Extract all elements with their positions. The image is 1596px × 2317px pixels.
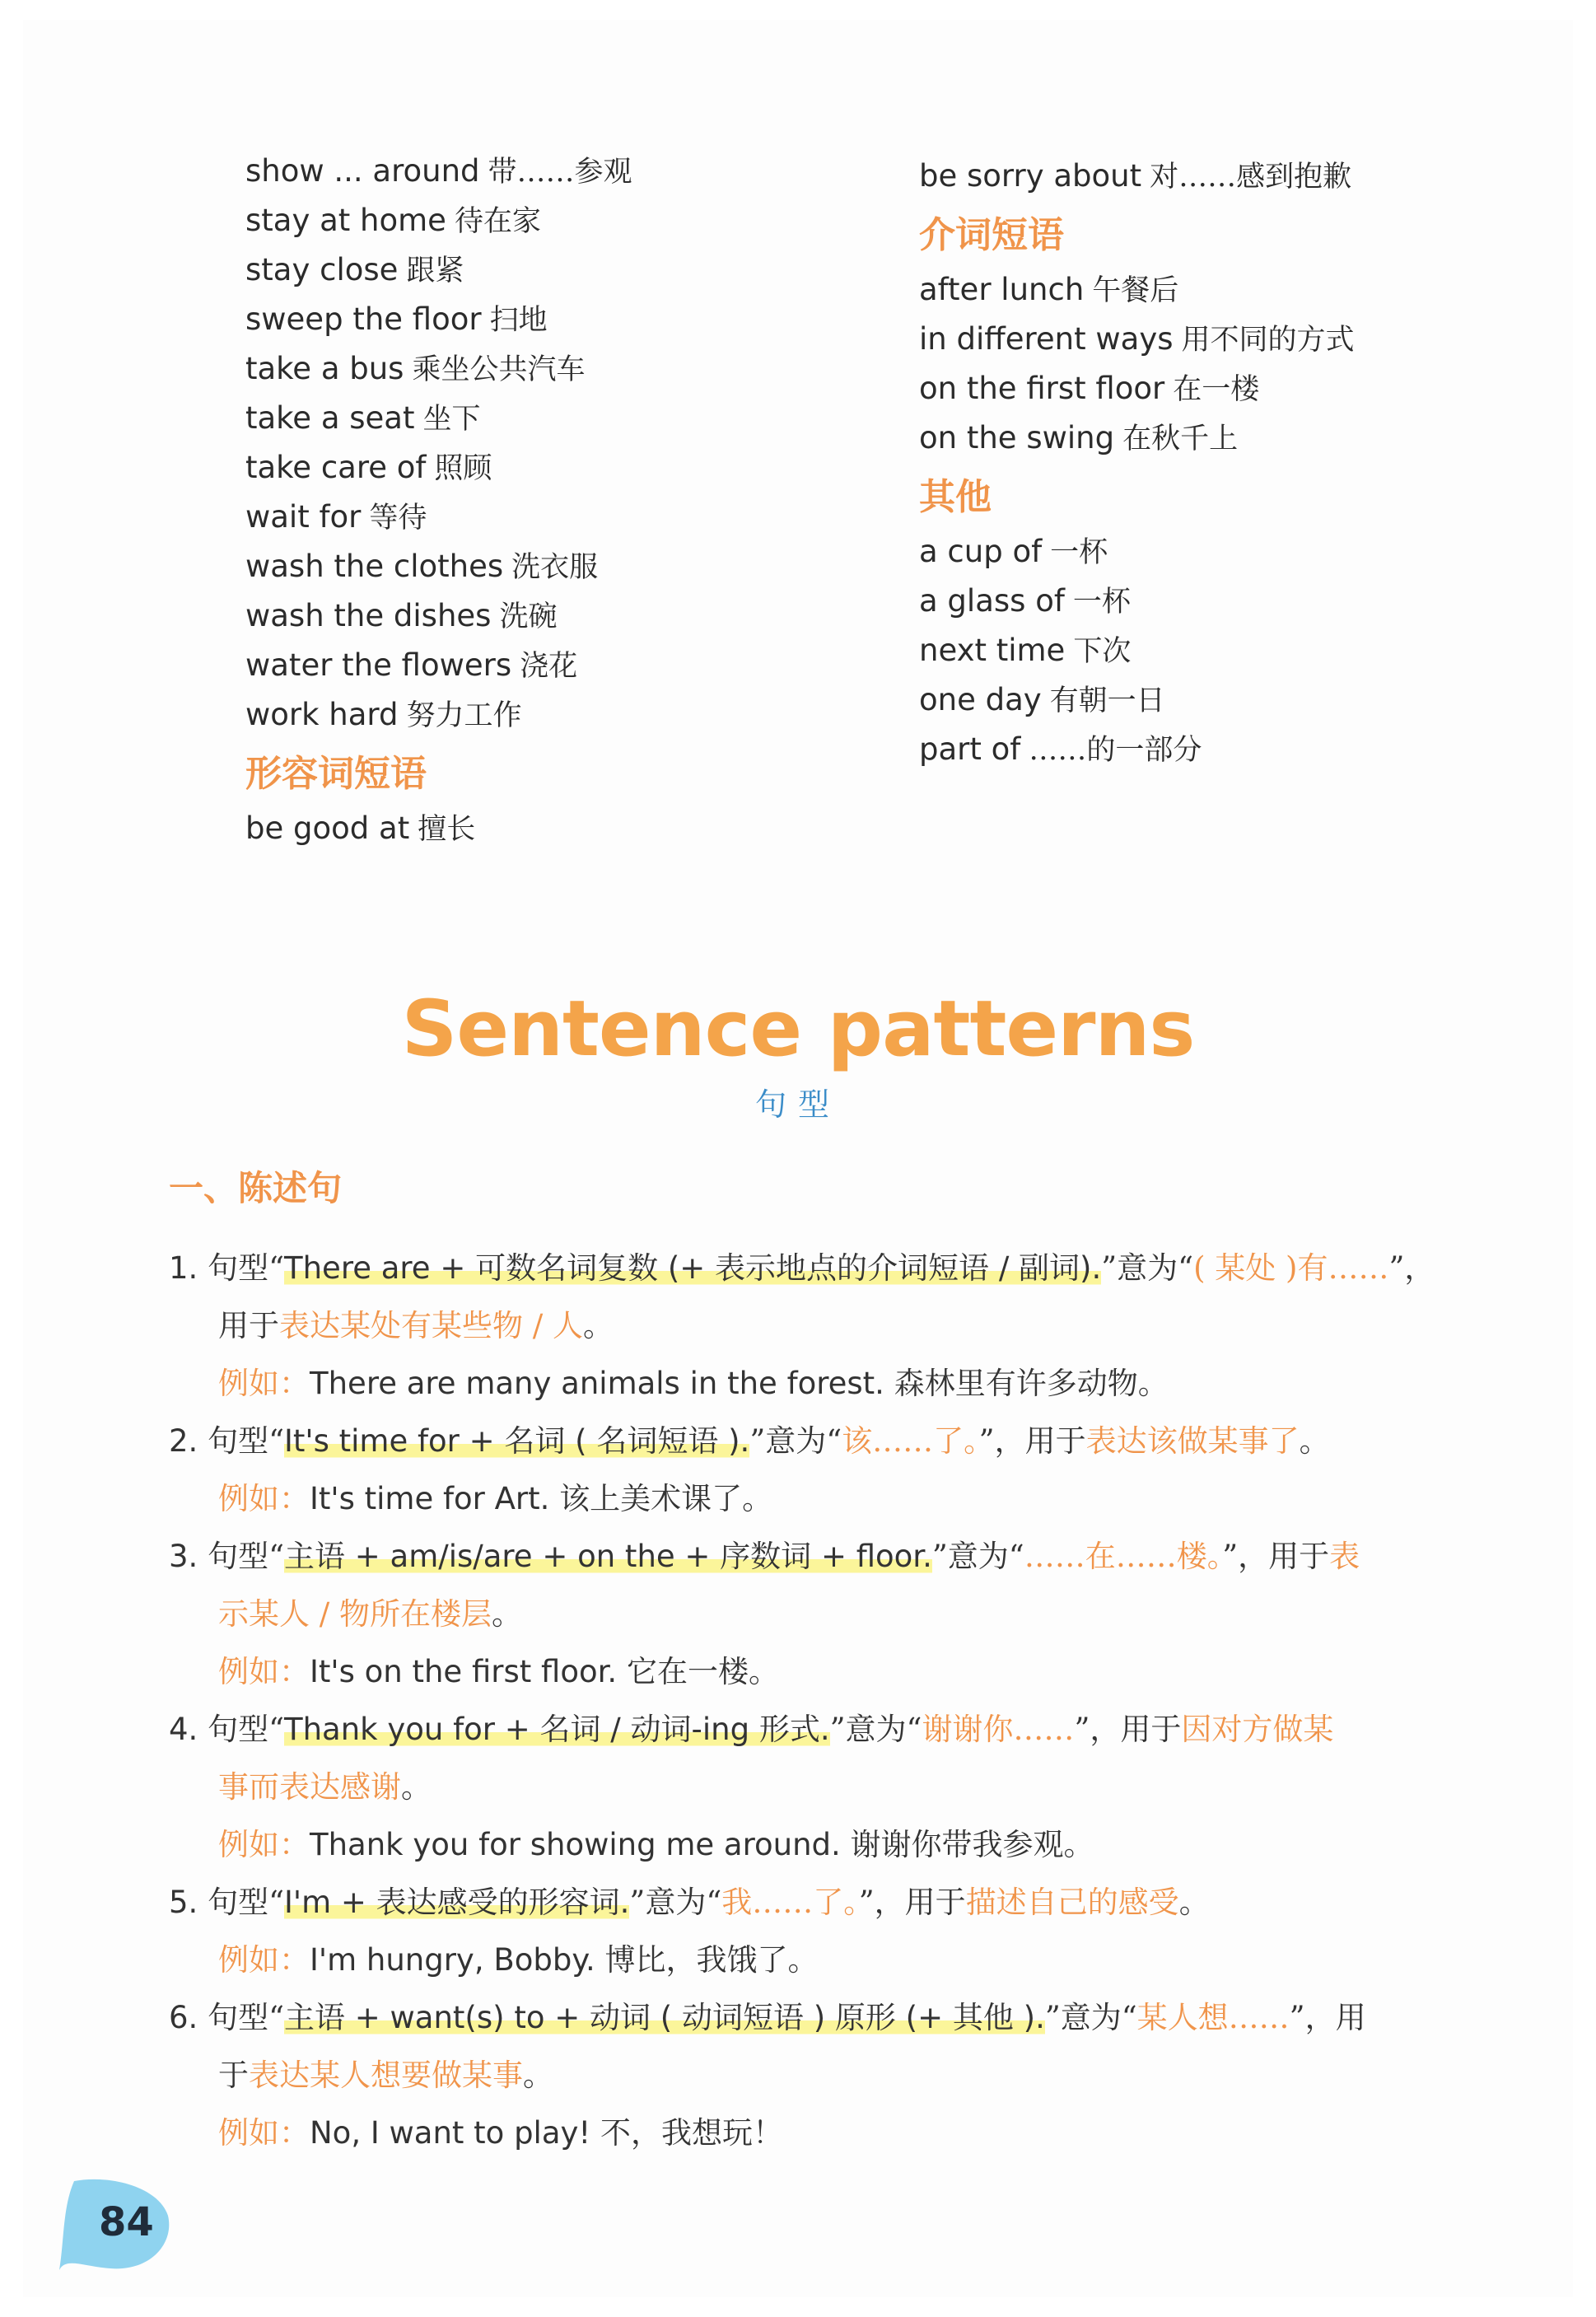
example-label: 例如： xyxy=(218,1827,310,1862)
phrase-item: take care of 照顾 xyxy=(245,450,492,485)
pattern-usage: 描述自己的感受 xyxy=(965,1885,1179,1920)
example-sentence: No, I want to play! 不，我想玩！ xyxy=(310,2115,783,2151)
pattern-line: 3. 句型“主语 + am/is/are + on the + 序数词 + floor.”意为“……在……楼。”，用于表 xyxy=(169,1539,1360,1574)
pattern-usage: 表达某处有某些物 / 人 xyxy=(279,1308,583,1343)
page-number-badge xyxy=(59,2175,175,2275)
example-line xyxy=(169,1932,1495,1989)
example-sentence: Thank you for showing me around. 谢谢你带我参观。 xyxy=(310,1827,1094,1862)
phrase-item: after lunch 午餐后 xyxy=(919,272,1179,307)
pattern-meaning: ( 某处 )有…… xyxy=(1193,1250,1389,1286)
example-line xyxy=(169,1816,1495,1874)
phrase-item: stay close 跟紧 xyxy=(245,252,464,287)
example-line xyxy=(169,1470,1495,1528)
phrase-item: take a bus 乘坐公共汽车 xyxy=(245,351,586,386)
pattern-usage: 示某人 / 物所在楼层 xyxy=(218,1596,492,1632)
pattern-formula: I'm + 表达感受的形容词. xyxy=(284,1885,630,1920)
phrase-item: part of ……的一部分 xyxy=(919,731,1202,767)
preposition-phrases-heading: 介词短语 xyxy=(919,214,1064,256)
phrase-item: a glass of 一杯 xyxy=(919,583,1131,619)
pattern-meaning: 我……了。 xyxy=(721,1885,859,1920)
phrase-item: wash the clothes 洗衣服 xyxy=(245,549,599,584)
pattern-usage: 表达某人想要做某事 xyxy=(249,2058,523,2093)
example-sentence: It's time for Art. 该上美术课了。 xyxy=(310,1481,773,1516)
left-phrase-column xyxy=(245,147,772,853)
pattern-line: 用于表达某处有某些物 / 人。 xyxy=(218,1308,614,1343)
example-label: 例如： xyxy=(218,1654,310,1689)
right-phrase-column xyxy=(919,152,1545,774)
pattern-line: 5. 句型“I'm + 表达感受的形容词.”意为“我……了。”，用于描述自己的感受。 xyxy=(169,1885,1210,1920)
pattern-formula: It's time for + 名词 ( 名词短语 ). xyxy=(284,1423,750,1459)
example-sentence: It's on the first floor. 它在一楼。 xyxy=(310,1654,779,1689)
pattern-line: 1. 句型“There are + 可数名词复数 (+ 表示地点的介词短语 / 副词).”意为“( 某处 )有……”， xyxy=(169,1250,1435,1286)
phrase-item: wash the dishes 洗碗 xyxy=(245,598,558,633)
phrase-item: wait for 等待 xyxy=(245,499,427,535)
page-number: 84 xyxy=(99,2199,154,2245)
phrase-item: be sorry about 对……感到抱歉 xyxy=(919,158,1352,194)
pattern-usage: 表 xyxy=(1329,1539,1360,1574)
phrase-item: water the flowers 浇花 xyxy=(245,647,578,683)
example-sentence: I'm hungry, Bobby. 博比，我饿了。 xyxy=(310,1942,819,1978)
phrase-item: next time 下次 xyxy=(919,633,1132,668)
example-label: 例如： xyxy=(218,1366,310,1401)
pattern-meaning: 该……了。 xyxy=(842,1423,979,1459)
example-label: 例如： xyxy=(218,2115,310,2151)
phrase-item: work hard 努力工作 xyxy=(245,697,522,732)
pattern-line: 事而表达感谢。 xyxy=(218,1769,432,1805)
pattern-meaning: ……在……楼。 xyxy=(1024,1539,1223,1574)
phrase-item: take a seat 坐下 xyxy=(245,400,481,436)
page-title: Sentence patterns xyxy=(401,984,1195,1074)
pattern-line: 6. 句型“主语 + want(s) to + 动词 ( 动词短语 ) 原形 (+ 其他 ).”意为“某人想……”，用 xyxy=(169,2000,1366,2035)
phrase-item: sweep the floor 扫地 xyxy=(245,301,548,337)
pattern-usage: 因对方做某 xyxy=(1181,1712,1334,1747)
pattern-formula: 主语 + am/is/are + on the + 序数词 + floor. xyxy=(284,1539,932,1574)
pattern-line: 于表达某人想要做某事。 xyxy=(218,2058,553,2093)
example-line xyxy=(169,1355,1495,1413)
pattern-usage: 表达该做某事了 xyxy=(1085,1423,1300,1459)
pattern-line: 4. 句型“Thank you for + 名词 / 动词-ing 形式.”意为“谢谢你……”，用于因对方做某 xyxy=(169,1712,1334,1747)
other-phrases-heading: 其他 xyxy=(919,476,992,518)
pattern-list xyxy=(169,1240,1495,2162)
pattern-formula: 主语 + want(s) to + 动词 ( 动词短语 ) 原形 (+ 其他 ). xyxy=(284,2000,1045,2035)
pattern-meaning: 某人想…… xyxy=(1136,2000,1290,2035)
phrase-item: show ... around 带……参观 xyxy=(245,153,632,189)
pattern-line: 示某人 / 物所在楼层。 xyxy=(218,1596,522,1632)
page-subtitle: 句型 xyxy=(754,1086,841,1123)
example-label: 例如： xyxy=(218,1481,310,1516)
pattern-line: 2. 句型“It's time for + 名词 ( 名词短语 ).”意为“该……了。”，用于表达该做某事了。 xyxy=(169,1423,1330,1459)
example-sentence: There are many animals in the forest. 森林里有许多动物。 xyxy=(310,1366,1169,1401)
phrase-item: on the swing 在秋千上 xyxy=(919,420,1239,455)
section-heading: 一、陈述句 xyxy=(169,1168,343,1208)
phrase-item: be good at 擅长 xyxy=(245,810,476,846)
pattern-formula: Thank you for + 名词 / 动词-ing 形式. xyxy=(284,1712,830,1747)
pattern-meaning: 谢谢你…… xyxy=(922,1712,1075,1747)
phrase-item: a cup of 一杯 xyxy=(919,534,1108,569)
phrase-item: in different ways 用不同的方式 xyxy=(919,321,1355,357)
example-label: 例如： xyxy=(218,1942,310,1978)
pattern-usage: 事而表达感谢 xyxy=(218,1769,401,1805)
phrase-item: stay at home 待在家 xyxy=(245,203,541,238)
example-line xyxy=(169,2104,1495,2162)
phrase-item: one day 有朝一日 xyxy=(919,682,1165,717)
phrase-item: on the first floor 在一楼 xyxy=(919,371,1260,406)
pattern-formula: There are + 可数名词复数 (+ 表示地点的介词短语 / 副词). xyxy=(284,1250,1102,1286)
example-line xyxy=(169,1643,1495,1701)
adjective-phrases-heading: 形容词短语 xyxy=(245,753,427,795)
